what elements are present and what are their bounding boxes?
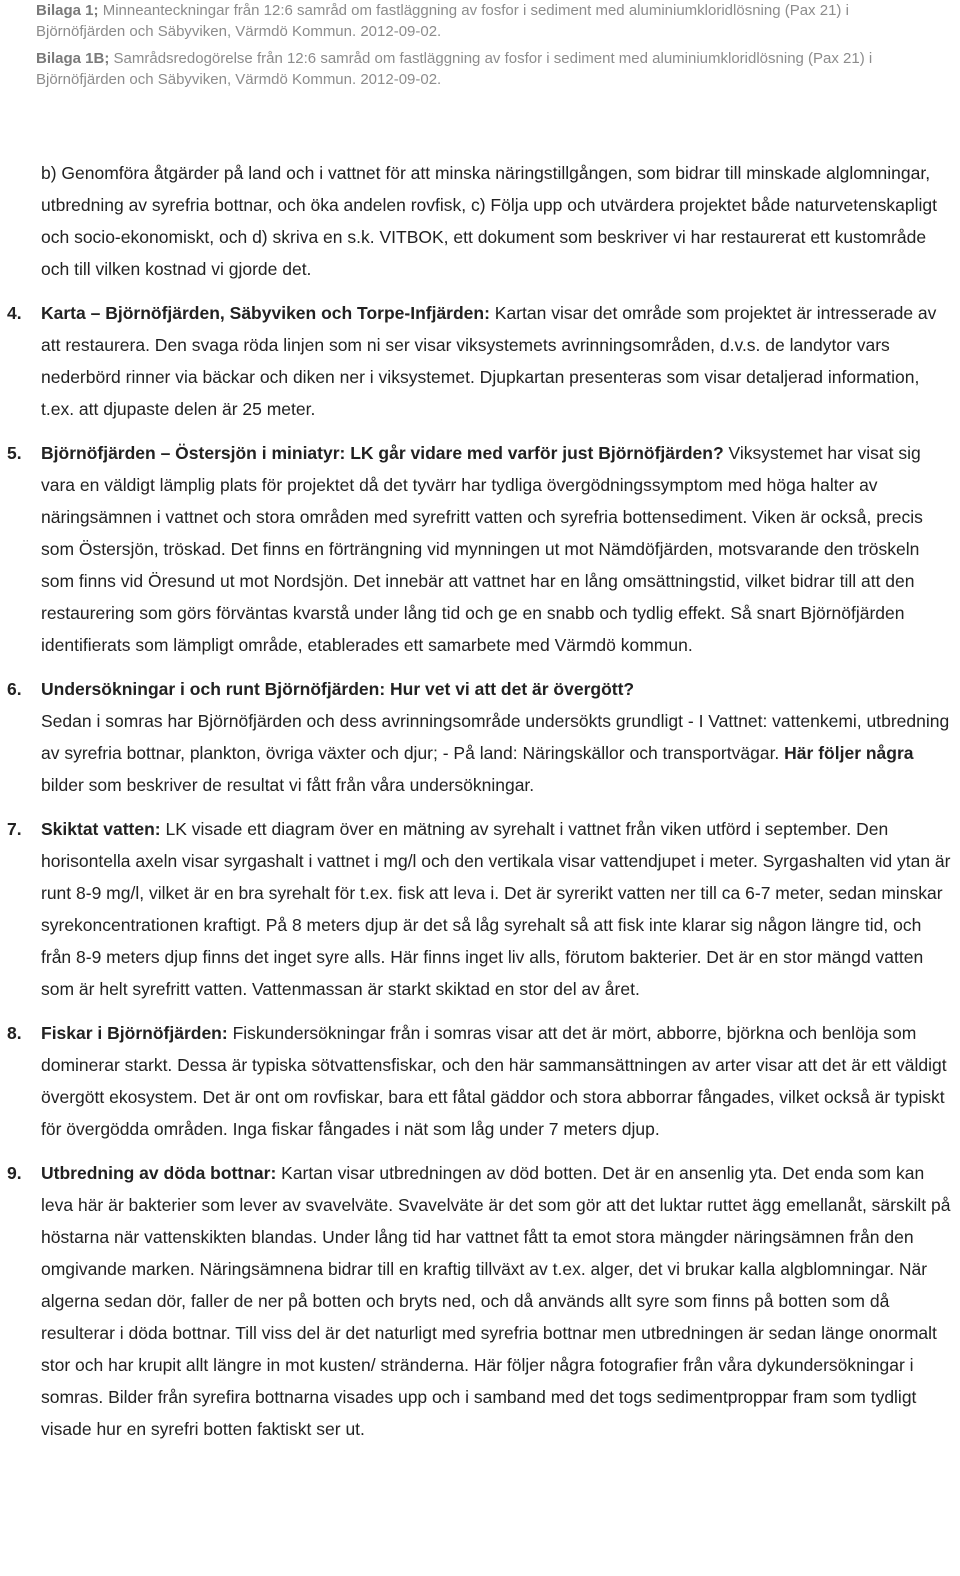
list-item-9 [0,1157,960,1445]
list-spacer [0,1005,960,1017]
item-number: 4. [7,303,22,323]
item-text-end: bilder som beskriver de resultat vi fått från våra undersökningar. [41,775,535,795]
header-line-1 [36,0,936,42]
item-number: 5. [7,443,22,463]
header-line-2-text: Samrådsredogörelse från 12:6 samråd om fastläggning av fosfor i sediment med aluminiumkloridlösning (Pax 21) i Björnöfjärden och Säbyviken, Värmdö Kommun. 2012-09-02. [36,50,873,88]
item-text-bold: Här följer några [784,743,914,763]
list-spacer [0,661,960,673]
item-heading: Karta – Björnöfjärden, Säbyviken och Torpe-Infjärden: [41,303,490,323]
item-number: 9. [7,1163,22,1183]
item-number: 8. [7,1023,22,1043]
header-line-2-label: Bilaga 1B; [36,50,110,67]
item-heading: Undersökningar i och runt Björnöfjärden: Hur vet vi att det är övergött? [41,679,635,699]
intro-paragraph: b) Genomföra åtgärder på land och i vattnet för att minska näringstillgången, som bidrar till minskade alglomningar, utbredning av syrefria bottnar, och öka andelen rovfisk, c) Följa upp och utvärdera projektet både naturvetenskapligt och socio-ekonomiskt, och d) skriva en s.k. VITBOK, ett dokument som beskriver vi har restaurerat ett kustområde och till vilken kostnad vi gjorde det. [41,163,937,279]
list-spacer [0,425,960,437]
item-number: 6. [7,679,22,699]
numbered-list [0,297,960,1445]
item-text: Sedan i somras har Björnöfjärden och dess avrinningsområde undersökts grundligt - I Vattnet: vattenkemi, utbredning av syrefria bottnar, plankton, övriga växter och djur; - På land: Näringskällor och transportvägar. [41,711,950,763]
item-text: Kartan visar utbredningen av död botten. Det är en ansenlig yta. Det enda som kan leva här är bakterier som lever av svavelväte. Svavelväte är det som gör att det luktar ruttet ägg emellanåt, särskilt på höstarna när vattenskikten blandas. Under lång tid har vattnet fått ta emot stora mängder näringsämnen från den omgivande marken. Näringsämnena bidrar till en kraftig tillväxt av t.ex. alger, det vi brukar kalla algblomningar. När algerna sedan dör, faller de ner på botten och bryts ned, och då används allt syre som finns på botten som då resulterar i döda bottnar. Till viss del är det naturligt med syrefria bottnar men utbredningen är sedan länge onormalt stor och har krupit allt längre in mot kusten/ stränderna. Här följer några fotografier från våra dykundersökningar i somras. Bilder från syrefira bottnarna visades upp och i samband med det togs sedimentproppar fram som tydligt visade hur en syrefri botten faktiskt ser ut. [41,1163,951,1439]
list-item-8 [0,1017,960,1145]
item-text: LK visade ett diagram över en mätning av syrehalt i vattnet från viken utförd i september. Den horisontella axeln visar syrgashalt i vattnet i mg/l och den vertikala visar vattendjupet i meter. Syrgashalten vid ytan är runt 8-9 mg/l, vilket är en bra syrehalt för t.ex. fisk att leva i. Det är syrerikt vatten ner till ca 6-7 meter, sedan minskar syrekoncentrationen kraftigt. På 8 meters djup är det så låg syrehalt så att fisk inte klarar sig någon längre tid, och från 8-9 meters djup finns det inget syre alls. Här finns inget liv alls, förutom bakterier. Det är en stor mängd vatten som är helt syrefritt vatten. Vattenmassan är starkt skiktad en stor del av året. [41,819,951,999]
item-text: Fiskundersökningar från i somras visar att det är mört, abborre, björkna och benlöja som dominerar starkt. Dessa är typiska sötvattensfiskar, och den här sammansättningen av arter visar att det är ett väldigt övergött ekosystem. Det är ont om rovfiskar, bara ett fåtal gäddor och stora abborrar fångades, vilket också är typiskt för övergödda områden. Inga fiskar fångades i nät som låg under 7 meters djup. [41,1023,947,1139]
page-header [36,0,936,90]
list-item-7 [0,813,960,1005]
list-item-6 [0,673,960,801]
list-item-5 [0,437,960,661]
list-spacer [0,1145,960,1157]
item-heading: Björnöfjärden – Östersjön i miniatyr: LK går vidare med varför just Björnöfjärden? [41,443,724,463]
item-text: Viksystemet har visat sig vara en väldigt lämplig plats för projektet då det tyvärr har tydliga övergödningssymptom med höga halter av näringsämnen i vattnet och stora områden med syrefritt vatten och syrefria bottensediment. Viken är också, precis som Östersjön, tröskad. Det finns en förträngning vid mynningen ut mot Nämdöfjärden, motsvarande den tröskeln som finns vid Öresund ut mot Nordsjön. Det innebär att vattnet har en lång omsättningstid, vilket bidrar till att den restaurering som görs förväntas kvarstå under lång tid och ge en snabb och tydlig effekt. Så snart Björnöfjärden identifierats som lämpligt område, etablerades ett samarbete med Värmdö kommun. [41,443,923,655]
list-item-4 [0,297,960,425]
header-line-2 [36,48,936,90]
item-heading: Skiktat vatten: [41,819,161,839]
item-number: 7. [7,819,22,839]
list-spacer [0,801,960,813]
item-heading: Fiskar i Björnöfjärden: [41,1023,228,1043]
header-line-1-label: Bilaga 1; [36,2,99,19]
item-text: Kartan visar det område som projektet är intresserade av att restaurera. Den svaga röda linjen som ni ser visar viksystemets avrinningsområden, d.v.s. de landytor vars nederbörd rinner via bäckar och diken ner i viksystemet. Djupkartan presenteras som visar detaljerad information, t.ex. att djupaste delen är 25 meter. [41,303,937,419]
item-heading: Utbredning av döda bottnar: [41,1163,277,1183]
header-line-1-text: Minneanteckningar från 12:6 samråd om fastläggning av fosfor i sediment med aluminiumkloridlösning (Pax 21) i Björnöfjärden och Säbyviken, Värmdö Kommun. 2012-09-02. [36,2,849,40]
